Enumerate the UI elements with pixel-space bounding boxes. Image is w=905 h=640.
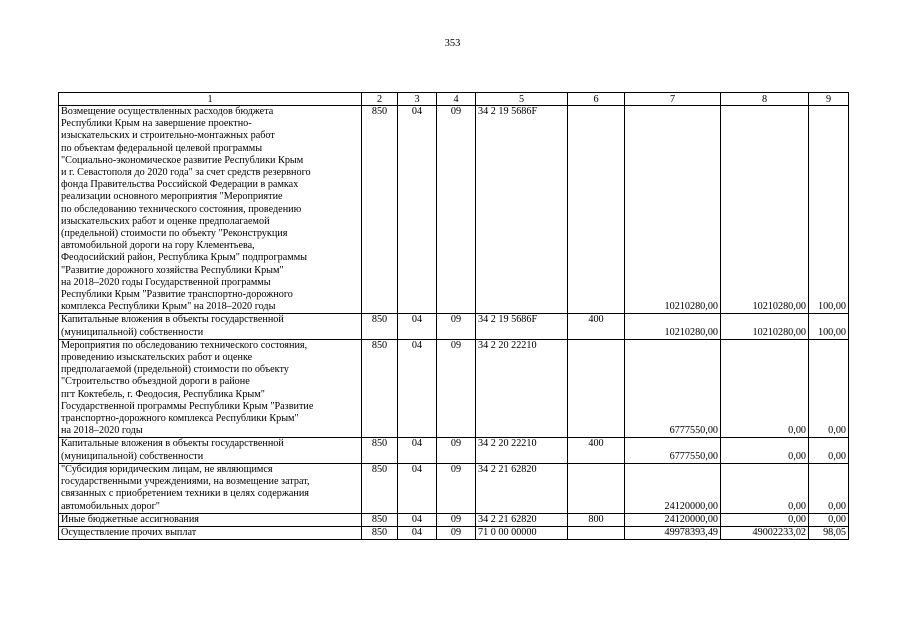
row-actual-amount: 0,00	[721, 513, 809, 526]
row-expense-type	[568, 463, 625, 513]
table-row	[59, 314, 849, 339]
row-subsection-code: 09	[437, 463, 476, 513]
row-name: Капитальные вложения в объекты государственной (муниципальной) собственности	[59, 438, 362, 463]
row-section-code: 04	[398, 463, 437, 513]
row-percent: 100,00	[809, 314, 849, 339]
row-actual-amount: 0,00	[721, 339, 809, 438]
row-section-code: 04	[398, 438, 437, 463]
row-expense-type	[568, 526, 625, 539]
row-expense-type	[568, 339, 625, 438]
row-percent: 0,00	[809, 513, 849, 526]
row-actual-amount: 0,00	[721, 438, 809, 463]
header-cell: 3	[398, 93, 437, 106]
row-plan-amount: 6777550,00	[625, 339, 721, 438]
row-expense-type	[568, 106, 625, 314]
row-percent: 100,00	[809, 106, 849, 314]
row-plan-amount: 6777550,00	[625, 438, 721, 463]
row-percent: 0,00	[809, 463, 849, 513]
row-target-article: 71 0 00 00000	[476, 526, 568, 539]
row-subsection-code: 09	[437, 438, 476, 463]
table-row	[59, 513, 849, 526]
row-plan-amount: 10210280,00	[625, 314, 721, 339]
header-cell: 7	[625, 93, 721, 106]
row-subsection-code: 09	[437, 513, 476, 526]
row-subsection-code: 09	[437, 526, 476, 539]
table-row	[59, 339, 849, 438]
table-header-row	[59, 93, 849, 106]
row-name: "Субсидия юридическим лицам, не являющимся государственными учреждениями, на возмещение затрат, связанных с приобретением техники в целях содержания автомобильных дорог"	[59, 463, 362, 513]
row-target-article: 34 2 19 5686F	[476, 314, 568, 339]
row-percent: 0,00	[809, 438, 849, 463]
row-target-article: 34 2 20 22210	[476, 438, 568, 463]
header-cell: 2	[362, 93, 398, 106]
row-actual-amount: 49002233,02	[721, 526, 809, 539]
row-target-article: 34 2 21 62820	[476, 513, 568, 526]
row-subsection-code: 09	[437, 339, 476, 438]
row-section-code: 04	[398, 526, 437, 539]
row-name: Возмещение осуществленных расходов бюджета Республики Крым на завершение проектно- изыскательских и строительно-монтажных работ по объектам федеральной целевой программы "Социально-экономическое развитие Республики Крым и г. Севастополя до 2020 года" за счет средств резервного фонда Правительства Российской Федерации в рамках реализации основного мероприятия "Мероприятие по обследованию технического состояния, проведению изыскательских работ и оценке предполагаемой (предельной) стоимости по объекту "Реконструкция автомобильной дороги на гору Клементьева, Феодосийский район, Республика Крым" подпрограммы "Развитие дорожного хозяйства Республики Крым" на 2018–2020 годы Государственной программы Республики Крым "Развитие транспортно-дорожного комплекса Республики Крым" на 2018–2020 годы	[59, 106, 362, 314]
row-actual-amount: 10210280,00	[721, 314, 809, 339]
row-plan-amount: 10210280,00	[625, 106, 721, 314]
row-plan-amount: 49978393,49	[625, 526, 721, 539]
row-ministry-code: 850	[362, 463, 398, 513]
row-expense-type: 400	[568, 314, 625, 339]
row-expense-type: 400	[568, 438, 625, 463]
row-ministry-code: 850	[362, 339, 398, 438]
header-cell: 9	[809, 93, 849, 106]
page-number: 353	[444, 38, 461, 49]
header-cell: 6	[568, 93, 625, 106]
table-row	[59, 526, 849, 539]
row-name: Осуществление прочих выплат	[59, 526, 362, 539]
row-plan-amount: 24120000,00	[625, 463, 721, 513]
row-name: Мероприятия по обследованию технического состояния, проведению изыскательских работ и оценке предполагаемой (предельной) стоимости по объекту "Строительство объездной дороги в районе пгт Коктебель, г. Феодосия, Республика Крым" Государственной программы Республики Крым "Развитие транспортно-дорожного комплекса Республики Крым" на 2018–2020 годы	[59, 339, 362, 438]
header-cell: 5	[476, 93, 568, 106]
row-ministry-code: 850	[362, 106, 398, 314]
row-actual-amount: 0,00	[721, 463, 809, 513]
table-row	[59, 106, 849, 314]
row-target-article: 34 2 21 62820	[476, 463, 568, 513]
row-target-article: 34 2 19 5686F	[476, 106, 568, 314]
row-name: Иные бюджетные ассигнования	[59, 513, 362, 526]
row-percent: 98,05	[809, 526, 849, 539]
row-section-code: 04	[398, 314, 437, 339]
row-actual-amount: 10210280,00	[721, 106, 809, 314]
row-target-article: 34 2 20 22210	[476, 339, 568, 438]
row-ministry-code: 850	[362, 314, 398, 339]
row-percent: 0,00	[809, 339, 849, 438]
row-section-code: 04	[398, 339, 437, 438]
row-name: Капитальные вложения в объекты государственной (муниципальной) собственности	[59, 314, 362, 339]
row-section-code: 04	[398, 106, 437, 314]
row-ministry-code: 850	[362, 438, 398, 463]
row-subsection-code: 09	[437, 106, 476, 314]
row-ministry-code: 850	[362, 526, 398, 539]
row-subsection-code: 09	[437, 314, 476, 339]
row-section-code: 04	[398, 513, 437, 526]
header-cell: 8	[721, 93, 809, 106]
header-cell: 4	[437, 93, 476, 106]
budget-table	[58, 92, 849, 540]
table-row	[59, 438, 849, 463]
table-row	[59, 463, 849, 513]
header-cell: 1	[59, 93, 362, 106]
row-expense-type: 800	[568, 513, 625, 526]
row-ministry-code: 850	[362, 513, 398, 526]
row-plan-amount: 24120000,00	[625, 513, 721, 526]
